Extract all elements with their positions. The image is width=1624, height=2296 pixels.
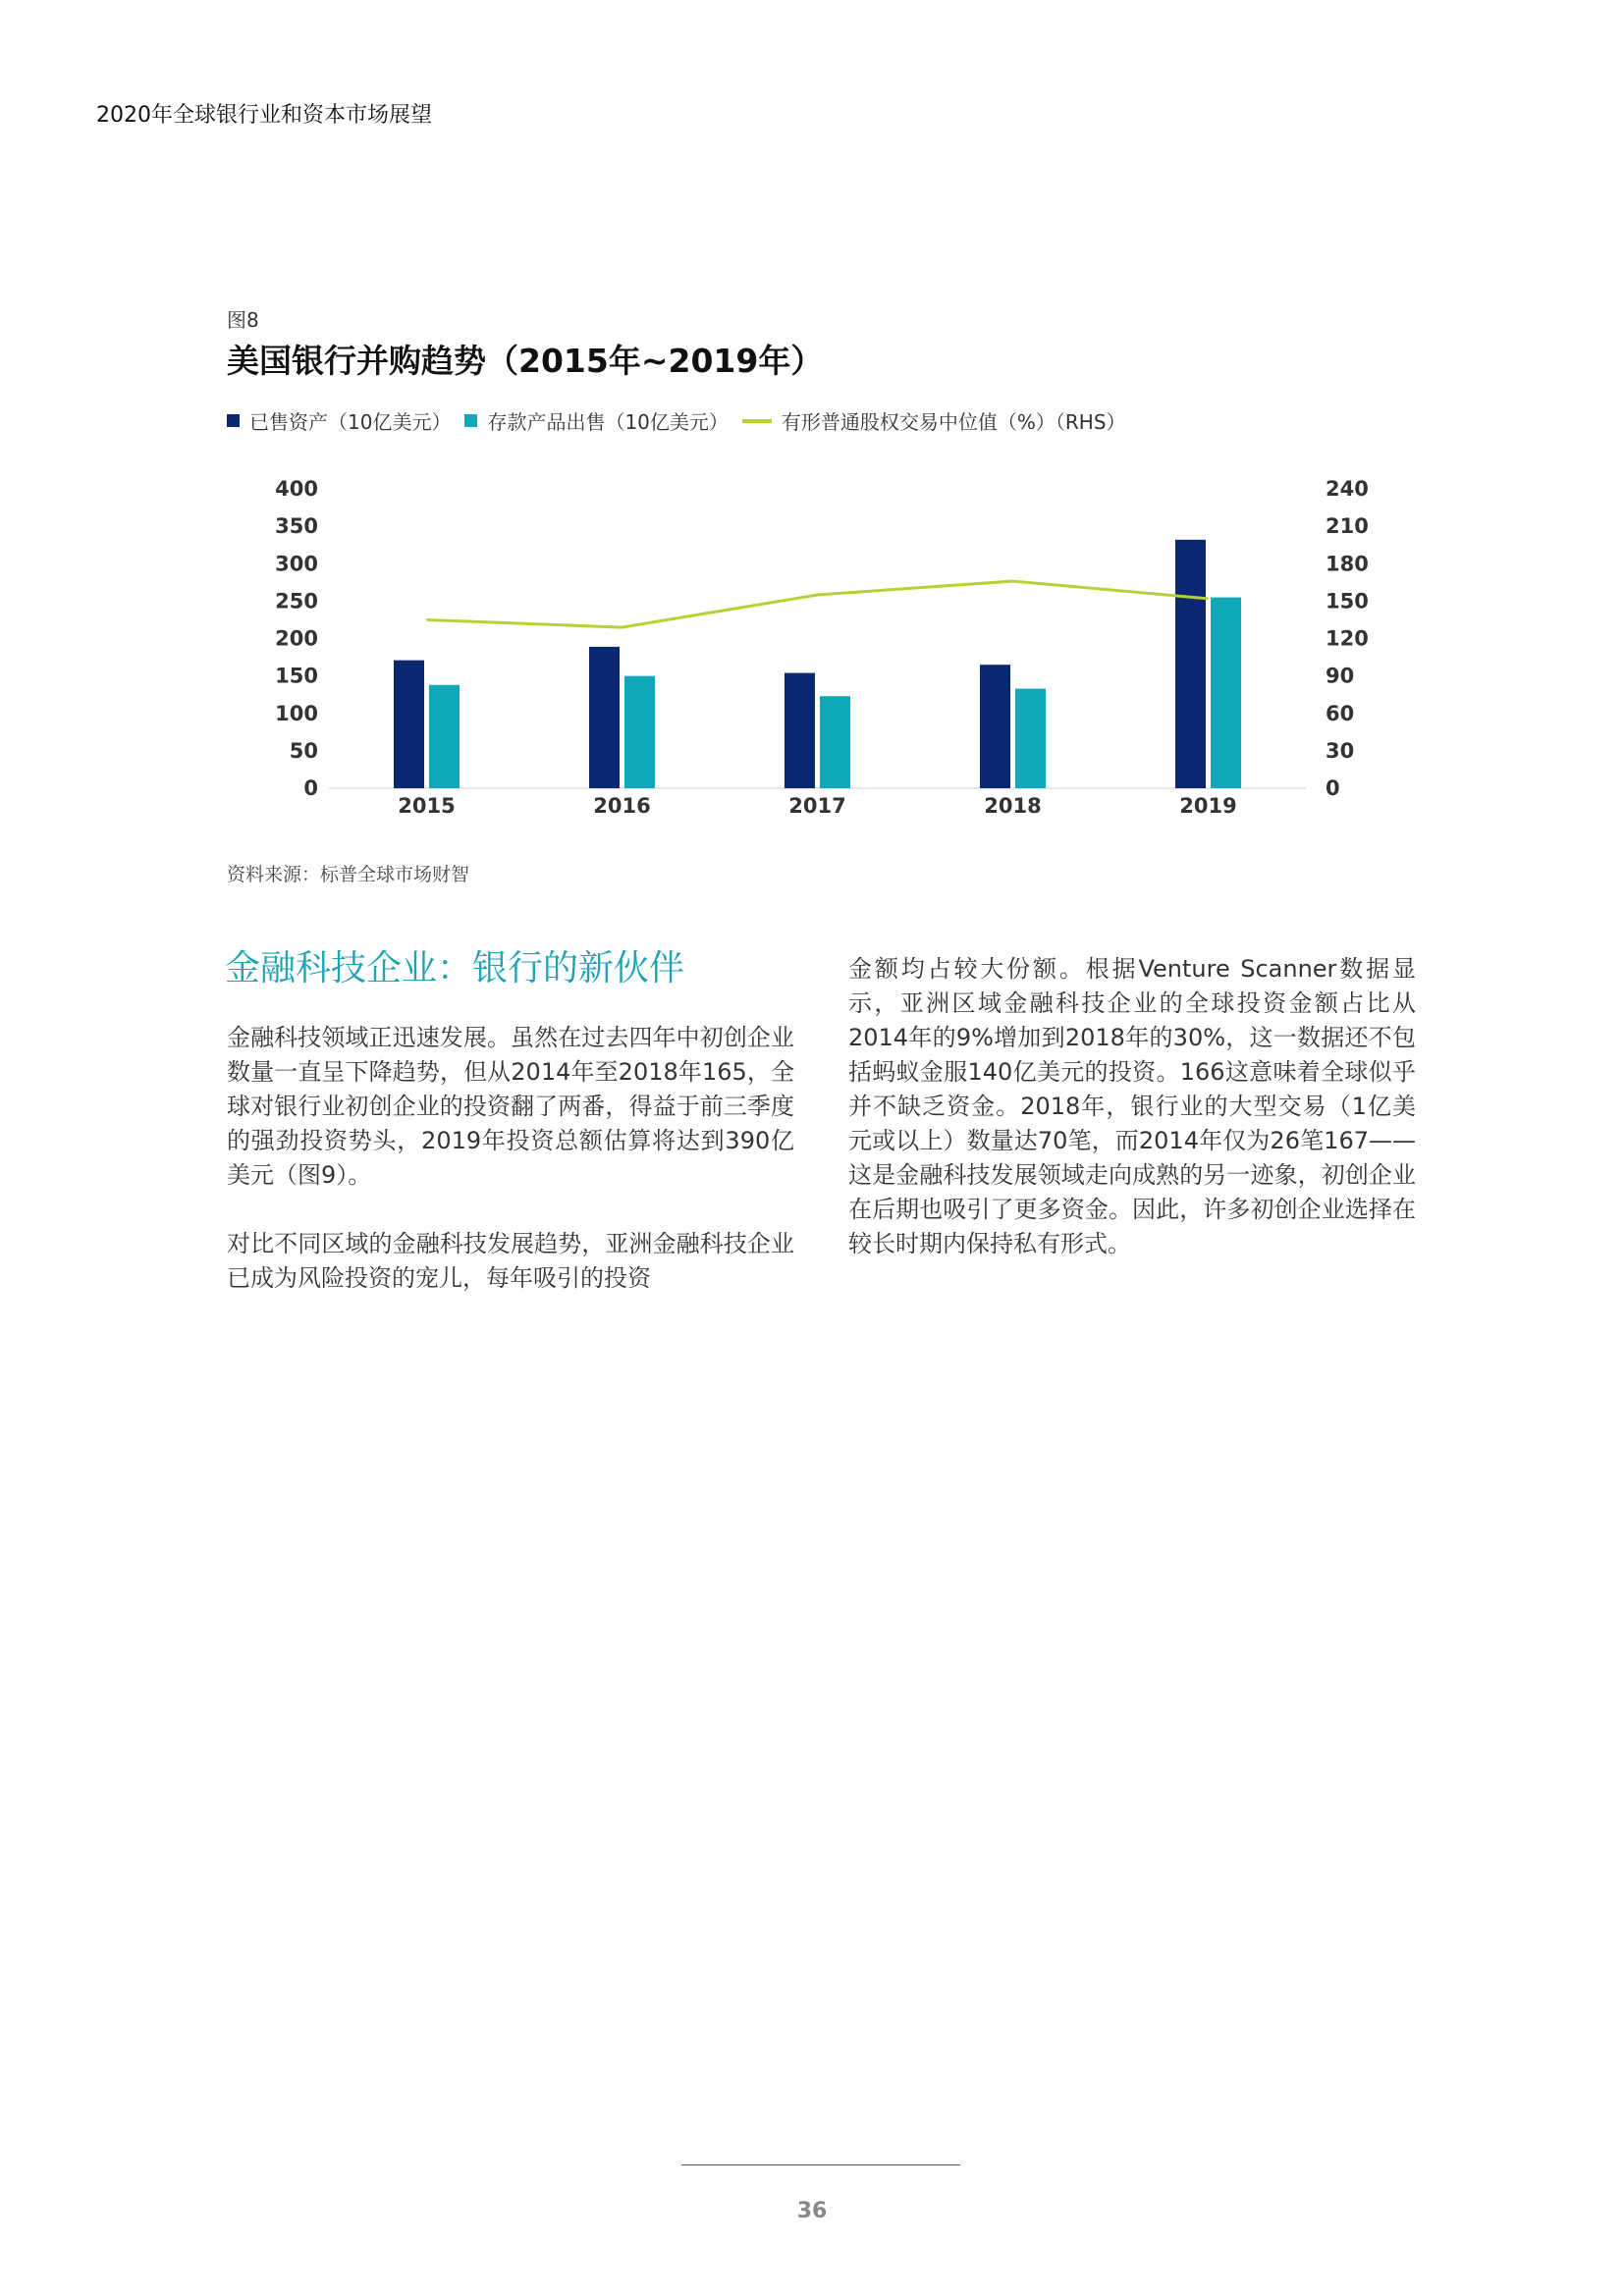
figure-title: 美国银行并购趋势（2015年~2019年）: [227, 342, 824, 380]
y2-tick-label: 240: [1326, 477, 1369, 501]
legend-label-deposits: 存款产品出售（10亿美元）: [487, 410, 729, 434]
page-number: 36: [796, 2199, 828, 2223]
y-tick-label: 400: [275, 477, 318, 501]
bar-deposits: [624, 676, 655, 788]
section-title: 金融科技企业：银行的新伙伴: [225, 948, 685, 988]
y-tick-label: 250: [275, 589, 318, 614]
y-tick-label: 150: [275, 664, 318, 688]
legend-label-assets: 已售资产（10亿美元）: [249, 410, 452, 434]
paragraph: 金额均占较大份额。根据Venture Scanner数据显示，亚洲区域金融科技企业的全球投资金额占比从2014年的9%增加到2018年的30%，这一数据还不包括蚂蚁金服140亿美元的投资。166这意味着全球似乎并不缺乏资金。2018年，银行业的大型交易（1亿美元或以上）数量达70笔，而2014年仅为26笔167——这是金融科技发展领域走向成熟的另一迹象，初创企业在后期也吸引了更多资金。因此，许多初创企业选择在较长时期内保持私有形式。: [848, 955, 1416, 1257]
figure-label: 图8: [227, 308, 259, 332]
bar-assets: [394, 661, 424, 788]
y2-tick-label: 30: [1326, 738, 1355, 763]
paragraph: 对比不同区域的金融科技发展趋势，亚洲金融科技企业已成为风险投资的宠儿，每年吸引的投资: [227, 1230, 794, 1292]
x-tick-label: 2019: [1179, 794, 1237, 818]
legend-label-median: 有形普通股权交易中位值（%）（RHS）: [781, 410, 1126, 434]
x-tick-label: 2018: [984, 794, 1042, 818]
y2-tick-label: 210: [1326, 514, 1369, 539]
x-tick-label: 2017: [788, 794, 846, 818]
x-tick-label: 2015: [398, 794, 456, 818]
y-tick-label: 200: [275, 626, 318, 651]
bar-deposits: [820, 696, 850, 788]
y2-tick-label: 120: [1326, 626, 1369, 651]
bar-deposits: [1015, 689, 1046, 788]
y2-tick-label: 0: [1326, 776, 1340, 800]
bar-deposits: [429, 685, 460, 788]
x-tick-label: 2016: [593, 794, 651, 818]
y2-tick-label: 90: [1326, 664, 1355, 688]
y2-tick-label: 150: [1326, 589, 1369, 614]
paragraph: 金融科技领域正迅速发展。虽然在过去四年中初创企业数量一直呈下降趋势，但从2014年至2018年165，全球对银行业初创企业的投资翻了两番，得益于前三季度的强劲投资势头，2019年投资总额估算将达到390亿美元（图9）。: [227, 1024, 794, 1189]
plot-area: [275, 477, 1369, 818]
bar-assets: [785, 673, 815, 788]
figure-source: 资料来源：标普全球市场财智: [227, 864, 470, 885]
y-tick-label: 50: [289, 738, 318, 763]
y-tick-label: 0: [303, 776, 318, 800]
bar-assets: [1175, 540, 1206, 788]
body-column-right: [848, 952, 1416, 1296]
y-tick-label: 300: [275, 552, 318, 576]
y2-tick-label: 180: [1326, 552, 1369, 576]
y-tick-label: 350: [275, 514, 318, 539]
bar-assets: [980, 665, 1010, 788]
body-column-left: [227, 1021, 794, 1330]
line-median-ratio: [427, 581, 1209, 627]
bar-deposits: [1211, 598, 1241, 788]
y2-tick-label: 60: [1326, 701, 1355, 725]
footer-rule: [681, 2164, 960, 2165]
bar-assets: [589, 647, 620, 788]
running-header: 2020年全球银行业和资本市场展望: [96, 103, 432, 128]
y-tick-label: 100: [275, 701, 318, 725]
chart: [0, 0, 1624, 844]
